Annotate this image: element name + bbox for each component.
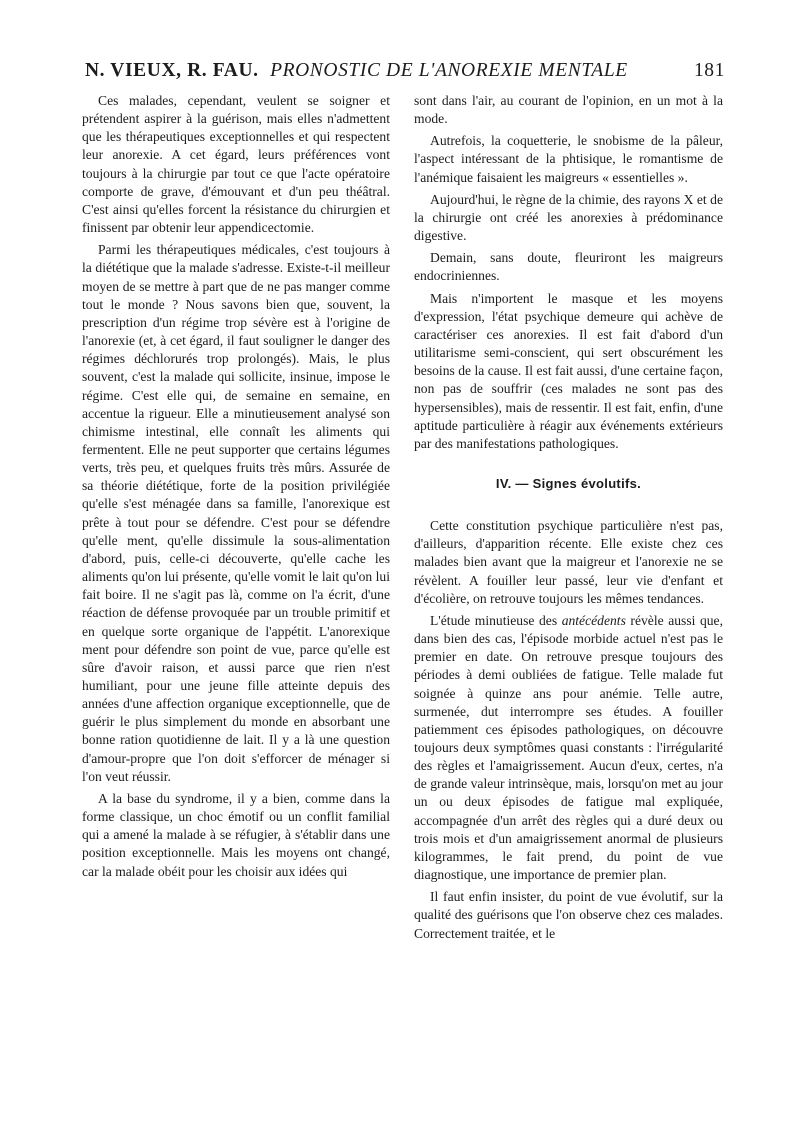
paragraph: Il faut enfin insister, du point de vue évolutif, sur la qualité des guérisons que l'on observe chez ces malades. Correctement traitée, et le: [414, 889, 723, 941]
paragraph-text: L'étude minutieuse des: [430, 612, 562, 628]
paragraph: Ces malades, cependant, veulent se soigner et prétendent aspirer à la guérison, mais elles n'admettent que les thérapeutiques exceptionnelles et qui respectent leur anorexie. A cet égard, leurs préférences vont toujours à la chirurgie par tout ce que l'acte opératoire comporte de grave, d'émouvant et d'un peu théâtral. C'est ainsi qu'elles forcent la résistance du chirurgien et finissent par obtenir leur appendicectomie.: [82, 93, 390, 236]
paragraph: Parmi les thérapeutiques médicales, c'est toujours à la diététique que la malade s'adresse. Existe-t-il meilleur moyen de se mettre à part que de ne pas manger comme tout le monde ? Nous savons bien que, souvent, la prescription d'un régime trop sévère est à l'origine de l'anorexie (et, à cet égard, il faut souligner le danger des régimes déchlorurés trop prolongés). Mais, le plus souvent, c'est la malade qui sollicite, insinue, impose le régime. C'est elle qui, de semaine en semaine, en accentue la rigueur. Elle a minutieusement analysé son chimisme intestinal, elle connaît les aliments qui fermentent. Elle ne peut supporter que certains légumes verts, très peu, et quelques fruits très mûrs. Assurée de sa théorie diététique, forte de la position privilégiée qu'elle s'est ménagée dans sa famille, l'anorexique est prête à tout pour se défendre. C'est pour se défendre qu'elle ment, qu'elle dissimule la sous-alimentation d'abord, puis, celle-ci découverte, qu'elle cache les aliments qu'on lui présente, qu'elle vomit le lait qu'on lui fait boire. Il ne s'agit pas là, comme on l'a écrit, d'une réaction de défense provoquée par un trouble primitif et en quelque sorte organique de l'appétit. L'anorexique ment pour défendre son point de vue, parce qu'elle est sûre d'avoir raison, et aussi parce que rien n'est humiliant, pour une jeune fille atteinte depuis des années d'une affection organique exceptionnelle, que de guérir le plus simplement du monde en absorbant une bonne ration quotidienne de lait. Il y a là une question d'amour-propre que l'on doit s'efforcer de ménager si l'on veut réussir.: [82, 242, 390, 784]
paragraph: Autrefois, la coquetterie, le snobisme de la pâleur, l'aspect intéressant de la phtisique, le romantisme de l'anémique faisaient les maigreurs « essentielles ».: [414, 133, 723, 185]
header-authors: N. VIEUX, R. FAU.: [85, 60, 259, 81]
paragraph: A la base du syndrome, il y a bien, comme dans la forme classique, un choc émotif ou un conflit familial qui a amené la malade à se réfugier, à s'établir dans une position exceptionnelle. Mais les moyens ont changé, car la malade obéit pour les choisir aux idées qui: [82, 790, 390, 879]
paragraph: Aujourd'hui, le règne de la chimie, des rayons X et de la chirurgie ont créé les anorexies à prédominance digestive.: [414, 191, 723, 244]
paragraph: Mais n'importent le masque et les moyens d'expression, l'état psychique demeure qui achève de caractériser ces anorexies. Il est fait d'abord d'un utilitarisme semi-conscient, qui sert obscurément les besoins de la cause. Il est fait aussi, d'une certaine façon, non pas de souffrir (ces malades ne sont pas des hypersensibles), mais de ressentir. Il est fait, enfin, d'une aptitude particulière à réagir aux événements extérieurs par des manifestations pathologiques.: [414, 290, 723, 451]
section-heading: IV. — Signes évolutifs.: [495, 475, 642, 491]
left-column: [82, 92, 390, 885]
italic-term: antécédents: [561, 612, 626, 628]
paragraph: sont dans l'air, au courant de l'opinion, en un mot à la mode.: [414, 93, 723, 127]
paragraph-text: révèle aussi que, dans bien des cas, l'épisode morbide actuel n'est pas le premier en date. On retrouve presque toujours des périodes à demi oubliées de fatigue. Telle malade fut soignée à quinze ans pour anémie. Telle autre, surmenée, dut interrompre ses études. A fouiller patiemment ces épisodes pathologiques, on découvre toujours deux symptômes quasi constants : l'irrégularité des règles et l'amaigrissement. Aucun d'eux, certes, n'a de grande valeur intrinsèque, mais, lorsqu'on met au jour un ou deux épisodes de fatigue mal expliquée, accompagnée d'un arrêt des règles qui a duré deux ou trois mois et d'un amaigrissement anormal de plusieurs kilogrammes, le fait prend, du point de vue diagnostique, une importance de premier plan.: [414, 612, 723, 883]
header-title: PRONOSTIC DE L'ANOREXIE MENTALE: [270, 60, 628, 81]
right-column: [414, 92, 723, 947]
running-header: [85, 60, 725, 84]
paragraph: [414, 612, 723, 884]
paragraph: Cette constitution psychique particulière n'est pas, d'ailleurs, d'apparition récente. Elle existe chez ces malades bien avant que la maigreur et l'anorexie ne se révèlent. A fouiller leur passé, leur vie d'enfant et d'écolière, on retrouve toujours les mêmes tendances.: [414, 518, 723, 606]
paragraph: Demain, sans doute, fleuriront les maigreurs endocriniennes.: [414, 250, 723, 284]
page-number: 181: [693, 60, 725, 81]
